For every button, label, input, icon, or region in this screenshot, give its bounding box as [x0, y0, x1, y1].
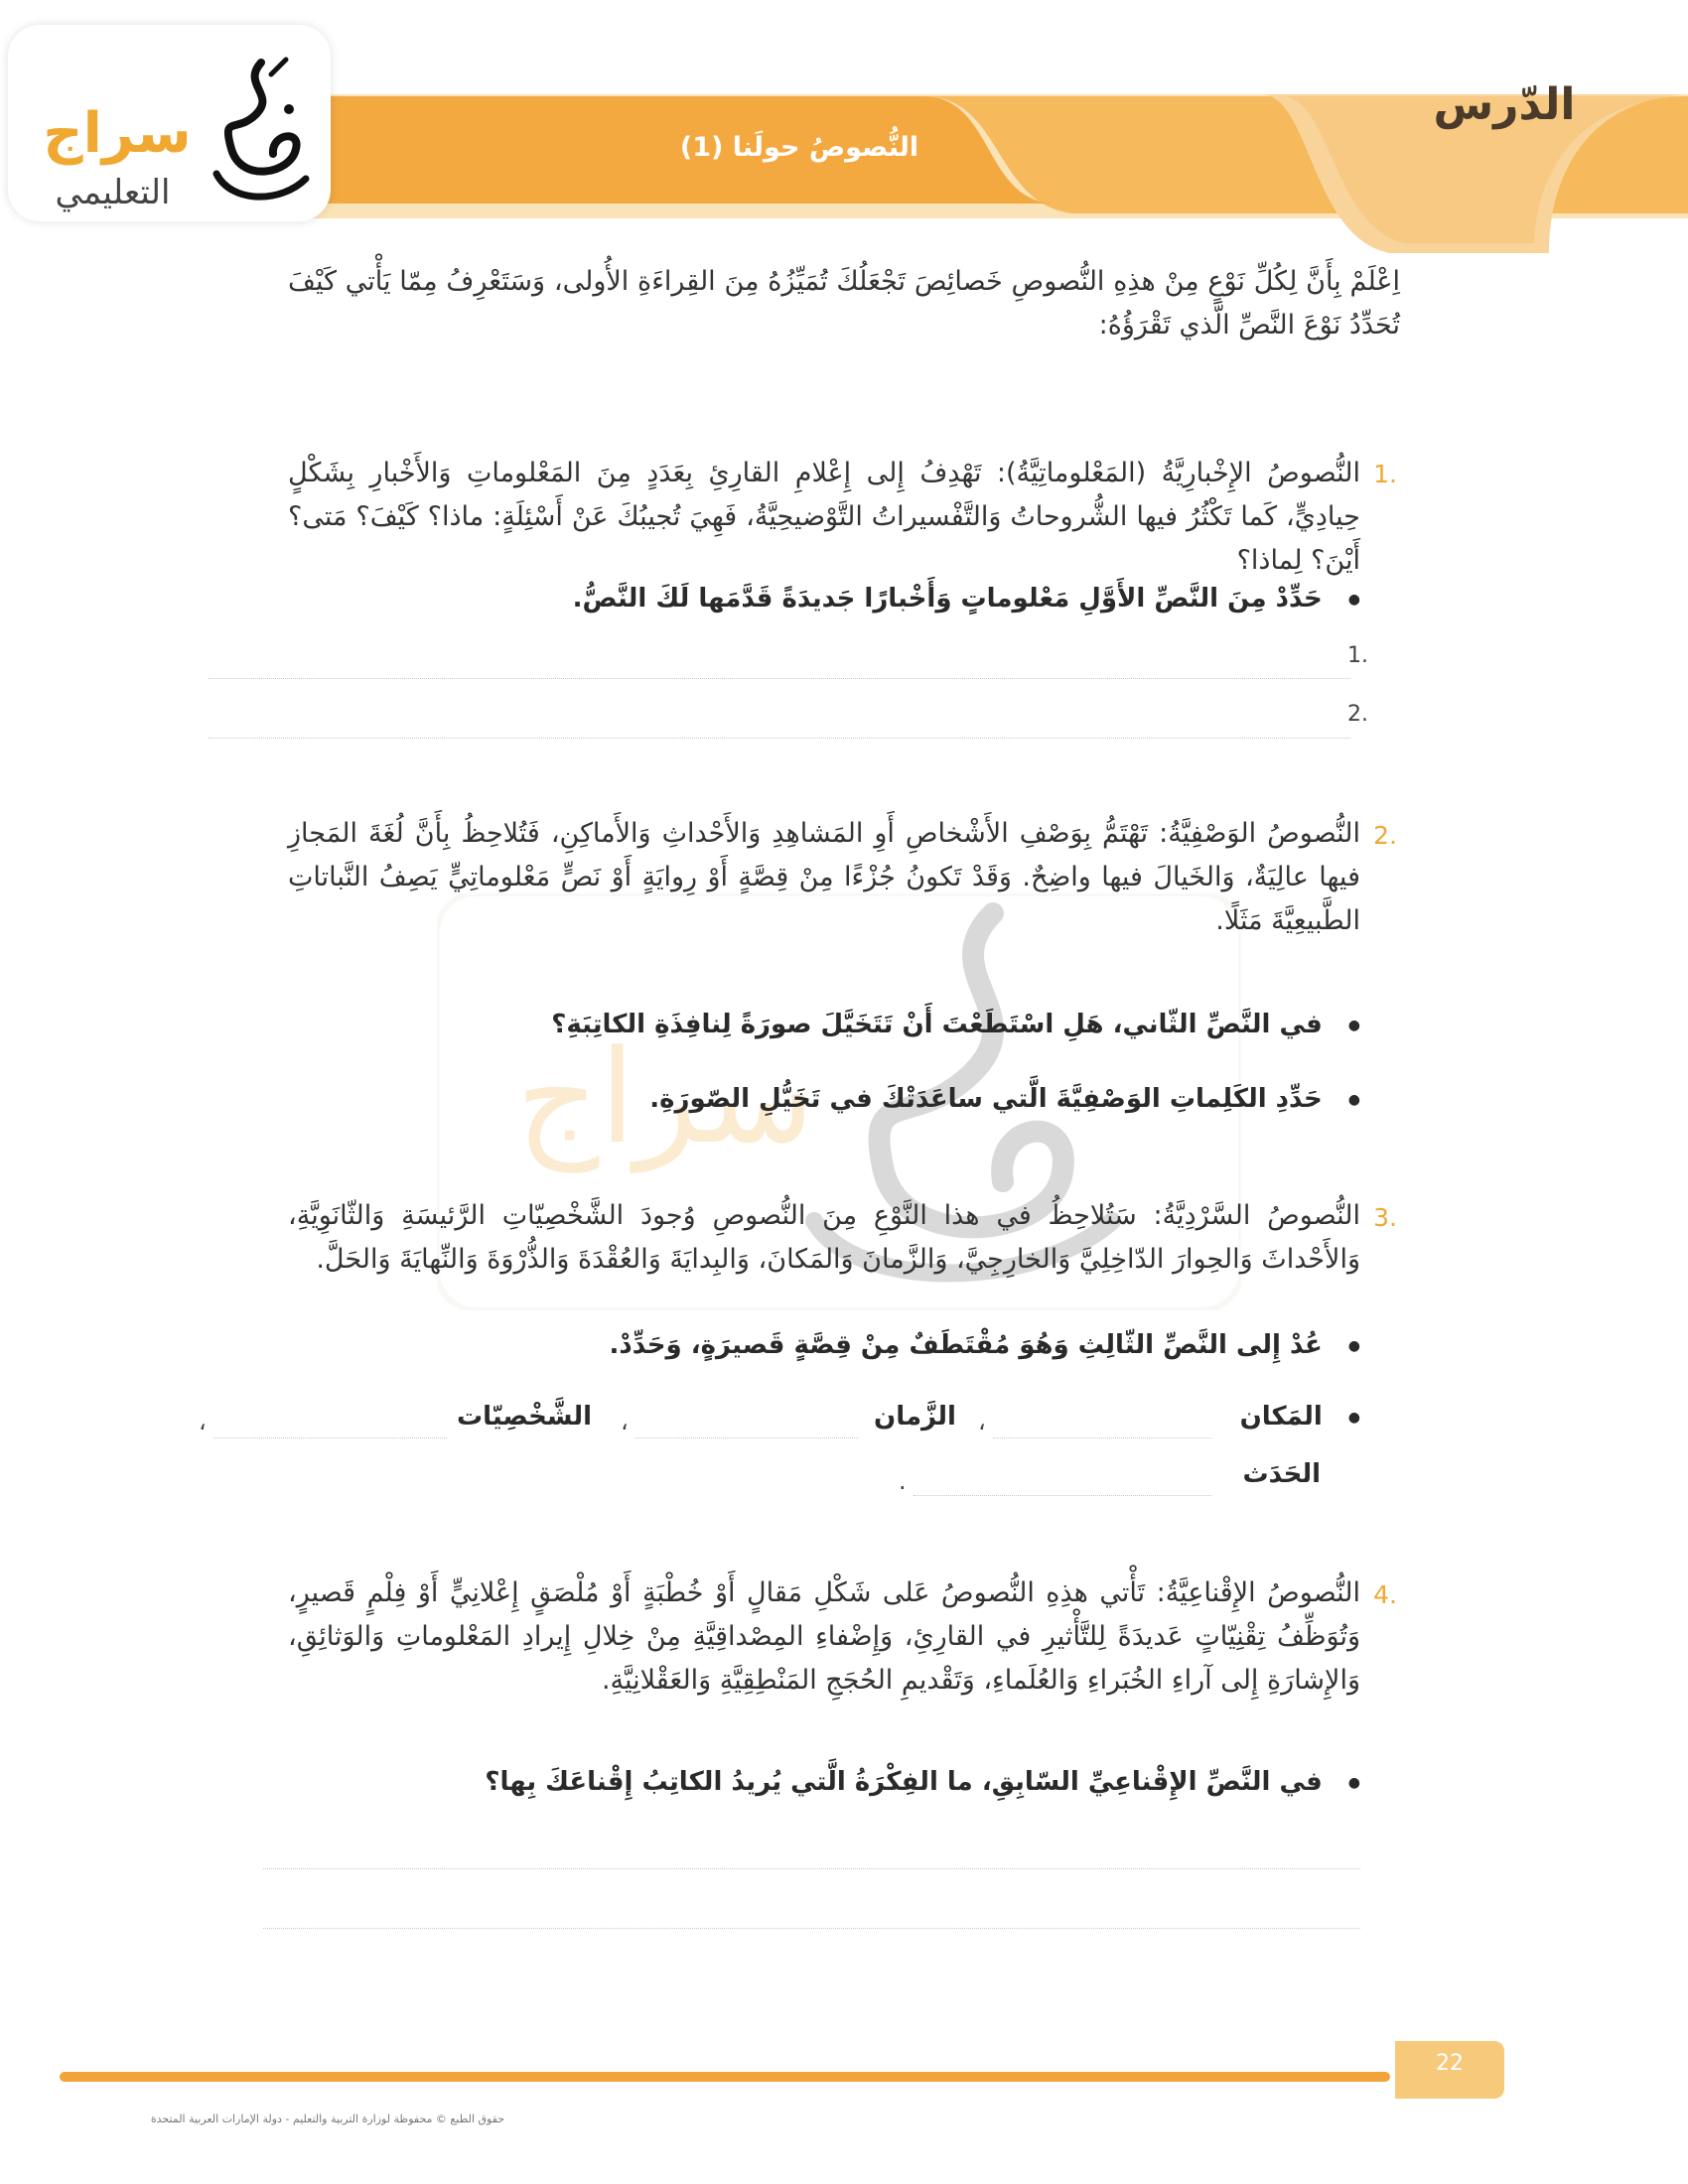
fill-place-label: ● المَكان	[1240, 1402, 1360, 1432]
fill-place-line[interactable]	[993, 1437, 1211, 1438]
calligraphy-logo-icon	[202, 55, 321, 213]
watermark-text: سراج	[515, 1022, 815, 1172]
fill-characters-line[interactable]	[213, 1437, 447, 1438]
section-3-number: .3	[1373, 1203, 1397, 1232]
answer-2-number: .2	[1347, 702, 1368, 727]
section-1-text: النُّصوصُ الإِخْبارِيَّةُ (المَعْلوماتِيَّةُ): تَهْدِفُ إِلى إِعْلامِ القارِئِ بِعَدَدٍ مِنَ المَعْلوماتِ وَالأَخْبارِ بِشَكْلٍ حِيادِيٍّ، كَما تَكْثُرُ فيها الشُّروحاتُ وَالتَّفْسيراتُ التَّوْضيحِيَّةُ، فَهِيَ تُجيبُكَ عَنْ أَسْئِلَةٍ: ماذا؟ كَيْفَ؟ مَتى؟ أَيْنَ؟ لِماذا؟	[288, 458, 1360, 576]
lesson-title: النُّصوصُ حولَنا (1)	[679, 132, 919, 163]
section-3-text: النُّصوصُ السَّرْدِيَّةُ: سَتُلاحِظُ في هذا النَّوْعِ مِنَ النُّصوصِ وُجودَ الشَّخْصِيّاتِ الرَّئيسَةِ وَالثّانَوِيَّةِ، وَالأَحْداثَ وَالحِوارَ الدّاخِلِيَّ وَالخارِجِيَّ، وَالزَّمانَ وَالمَكانَ، وَالبِدايَةَ وَالعُقْدَةَ وَالذُّرْوَةَ وَالنِّهايَةَ وَالحَلَّ.	[288, 1200, 1360, 1275]
section-1-number: .1	[1373, 460, 1397, 488]
fill-event-label: الحَدَث	[1242, 1459, 1321, 1489]
footer-bar	[60, 2072, 1390, 2082]
logo-subtext: التعليمي	[55, 173, 171, 212]
answer-line-2[interactable]	[209, 738, 1350, 739]
section-4-bullet-1: ● في النَّصِّ الإِقْناعِيِّ السّابِقِ، ما الفِكْرَةُ الَّتي يُريدُ الكاتِبُ إِقْناعَكَ بِها؟	[485, 1767, 1360, 1797]
fill-comma-2: ،	[621, 1408, 629, 1435]
section-2-bullet-2: ● حَدِّدِ الكَلِماتِ الوَصْفِيَّةَ الَّتي ساعَدَتْكَ في تَخَيُّلِ الصّورَةِ.	[649, 1084, 1360, 1114]
section-2-number: .2	[1373, 821, 1397, 850]
fill-time-label: الزَّمان	[874, 1402, 956, 1432]
logo-text: سراج	[43, 101, 192, 166]
section-2-text: النُّصوصُ الوَصْفِيَّةُ: تَهْتَمُّ بِوَصْفِ الأَشْخاصِ أَوِ المَشاهِدِ وَالأَحْداثِ وَالأَماكِنِ، فَتُلاحِظُ بِأَنَّ لُغَةَ المَجازِ فيها عالِيَةٌ، وَالخَيالَ فيها واضِحٌ. وَقَدْ تَكونُ جُزْءًا مِنْ قِصَّةٍ أَوْ رِوايَةٍ أَوْ نَصٍّ مَعْلوماتِيٍّ يَصِفُ النَّباتاتِ الطَّبيعِيَّةَ مَثَلًا.	[288, 818, 1360, 936]
section-1-bullet-1: ● حَدِّدْ مِنَ النَّصِّ الأَوَّلِ مَعْلوماتٍ وَأَخْبارًا جَديدَةً قَدَّمَها لَكَ النَّصُّ.	[573, 584, 1360, 614]
logo	[8, 25, 331, 221]
answer-line-3[interactable]	[263, 1868, 1360, 1869]
fill-characters-label: الشَّخْصِيّات	[457, 1402, 592, 1432]
section-4-number: .4	[1373, 1580, 1397, 1609]
section-3-bullet-1: ● عُدْ إِلى النَّصِّ الثّالِثِ وَهُوَ مُقْتَطَفٌ مِنْ قِصَّةٍ قَصيرَةٍ، وَحَدِّدْ.	[610, 1330, 1360, 1360]
fill-period: .	[899, 1467, 907, 1495]
section-4-text: النُّصوصُ الإِقْناعِيَّةُ: تَأْتي هذِهِ النُّصوصُ عَلى شَكْلِ مَقالٍ أَوْ خُطْبَةٍ أَوْ مُلْصَقٍ إِعْلانِيٍّ أَوْ فِلْمٍ قَصيرٍ، وَتُوَظِّفُ تِقْنِيّاتٍ عَديدَةً لِلتَّأْثيرِ في القارِئِ، وَإِضْفاءِ المِصْداقِيَّةِ مِنْ خِلالِ إِيرادِ المَعْلوماتِ وَالوَثائِقِ، وَالإِشارَةِ إِلى آراءِ الخُبَراءِ وَالعُلَماءِ، وَتَقْديمِ الحُجَجِ المَنْطِقِيَّةِ وَالعَقْلانِيَّةِ.	[288, 1577, 1360, 1696]
fill-comma-3: ،	[199, 1408, 207, 1435]
answer-1-number: .1	[1347, 643, 1368, 668]
page-number: 22	[1436, 2051, 1464, 2076]
fill-event-line[interactable]	[914, 1495, 1211, 1496]
intro-paragraph: اِعْلَمْ بِأَنَّ لِكُلِّ نَوْعٍ مِنْ هذِهِ النُّصوصِ خَصائِصَ تَجْعَلُكَ تُمَيِّزُهُ مِنَ القِراءَةِ الأُولى، وَسَتَعْرِفُ مِمّا يَأْتي كَيْفَ تُحَدِّدُ نَوْعَ النَّصِّ الَّذي تَقْرَؤُهُ:	[288, 266, 1400, 341]
section-2-bullet-1: ● في النَّصِّ الثّاني، هَلِ اسْتَطَعْتَ أَنْ تَتَخَيَّلَ صورَةً لِنافِذَةِ الكاتِبَةِ؟	[551, 1010, 1360, 1039]
fill-time-line[interactable]	[635, 1437, 859, 1438]
fill-comma-1: ،	[978, 1408, 986, 1435]
answer-line-1[interactable]	[209, 678, 1350, 679]
copyright-note: حقوق الطبع © محفوظة لوزارة التربية والتعليم - دولة الإمارات العربية المتحدة	[150, 2113, 505, 2125]
answer-line-4[interactable]	[263, 1928, 1360, 1929]
lesson-label: الدّرس	[1433, 79, 1576, 130]
